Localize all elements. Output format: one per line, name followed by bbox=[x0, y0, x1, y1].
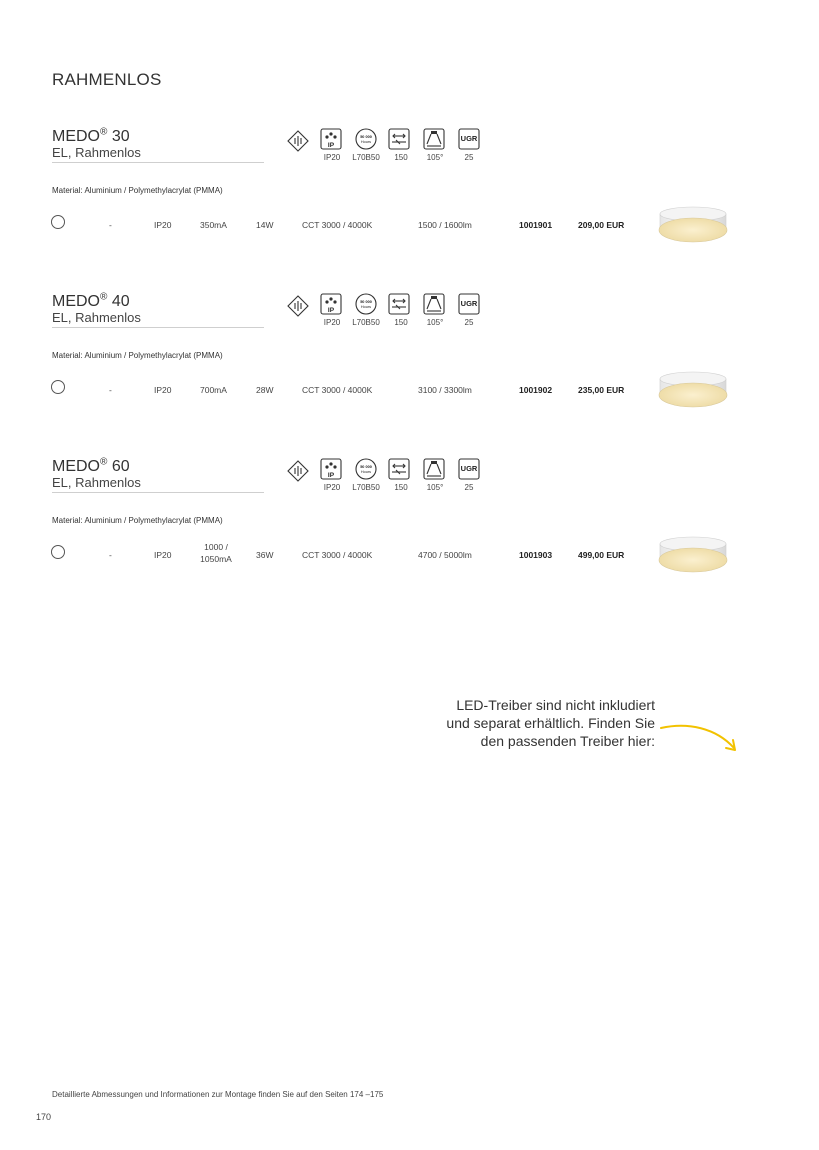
lumen-cell: 3100 / 3300lm bbox=[418, 385, 472, 395]
ip-cell: IP20 bbox=[154, 550, 172, 560]
article-number: 1001903 bbox=[519, 550, 553, 560]
dash-cell: - bbox=[109, 550, 112, 560]
product-image bbox=[652, 530, 734, 576]
product-name: MEDO® 40 bbox=[52, 291, 130, 310]
lifetime-hours-icon bbox=[355, 128, 377, 150]
icon-label: 105° bbox=[426, 483, 444, 492]
driver-note-line-1: LED-Treiber sind nicht inkludiert bbox=[456, 697, 655, 713]
dash-cell: - bbox=[109, 220, 112, 230]
material-text: Material: Aluminium / Polymethylacrylat (PMMA) bbox=[52, 516, 223, 525]
ip-rating-icon bbox=[320, 128, 342, 150]
icon-label: IP20 bbox=[323, 483, 341, 492]
product-subtitle: EL, Rahmenlos bbox=[52, 310, 141, 325]
beam-distance-icon bbox=[388, 128, 410, 150]
lifetime-hours-icon bbox=[355, 293, 377, 315]
icon-label: L70B50 bbox=[352, 483, 380, 492]
ip-cell: IP20 bbox=[154, 220, 172, 230]
current-cell: 700mA bbox=[200, 385, 227, 395]
product-subtitle: EL, Rahmenlos bbox=[52, 145, 141, 160]
lumen-cell: 4700 / 5000lm bbox=[418, 550, 472, 560]
driver-note-line-2: und separat erhältlich. Finden Sie bbox=[446, 715, 655, 731]
page-number: 170 bbox=[36, 1112, 52, 1122]
beam-angle-icon bbox=[423, 458, 445, 480]
product-block bbox=[0, 458, 819, 618]
svg-text:UGR: UGR bbox=[460, 134, 478, 143]
svg-text:UGR: UGR bbox=[460, 299, 478, 308]
product-block bbox=[0, 128, 819, 288]
svg-text:50 000: 50 000 bbox=[360, 300, 372, 304]
icon-label: 25 bbox=[464, 153, 474, 162]
ugr-icon bbox=[458, 128, 480, 150]
article-number: 1001901 bbox=[519, 220, 553, 230]
dash-cell: - bbox=[109, 385, 112, 395]
price: 209,00 EUR bbox=[578, 220, 625, 230]
driver-note bbox=[410, 696, 655, 750]
beam-distance-icon bbox=[388, 458, 410, 480]
beam-distance-icon bbox=[388, 293, 410, 315]
dimmable-diamond-icon bbox=[287, 130, 309, 152]
ip-rating-icon bbox=[320, 458, 342, 480]
svg-text:IP: IP bbox=[327, 307, 335, 314]
icon-label: 105° bbox=[426, 318, 444, 327]
svg-text:50 000: 50 000 bbox=[360, 135, 372, 139]
dimmable-diamond-icon bbox=[287, 460, 309, 482]
article-number: 1001902 bbox=[519, 385, 553, 395]
footnote: Detaillierte Abmessungen und Informationen zur Montage finden Sie auf den Seiten 174 –175 bbox=[52, 1090, 384, 1099]
power-cell: 36W bbox=[256, 550, 274, 560]
ip-cell: IP20 bbox=[154, 385, 172, 395]
icon-label: IP20 bbox=[323, 153, 341, 162]
product-name: MEDO® 60 bbox=[52, 456, 130, 475]
icon-label: L70B50 bbox=[352, 153, 380, 162]
beam-angle-icon bbox=[423, 293, 445, 315]
svg-text:Hours: Hours bbox=[360, 305, 372, 309]
material-text: Material: Aluminium / Polymethylacrylat (PMMA) bbox=[52, 351, 223, 360]
ugr-icon bbox=[458, 458, 480, 480]
select-radio[interactable] bbox=[51, 545, 65, 559]
ugr-icon bbox=[458, 293, 480, 315]
cct-cell: CCT 3000 / 4000K bbox=[302, 220, 373, 230]
svg-text:UGR: UGR bbox=[460, 464, 478, 473]
current-cell: 350mA bbox=[200, 220, 227, 230]
divider bbox=[52, 327, 264, 328]
icon-label: IP20 bbox=[323, 318, 341, 327]
svg-text:IP: IP bbox=[327, 142, 335, 149]
product-block bbox=[0, 293, 819, 453]
power-cell: 28W bbox=[256, 385, 274, 395]
svg-text:Hours: Hours bbox=[360, 140, 372, 144]
svg-text:50 000: 50 000 bbox=[360, 465, 372, 469]
divider bbox=[52, 162, 264, 163]
price: 235,00 EUR bbox=[578, 385, 625, 395]
lumen-cell: 1500 / 1600lm bbox=[418, 220, 472, 230]
dimmable-diamond-icon bbox=[287, 295, 309, 317]
cct-cell: CCT 3000 / 4000K bbox=[302, 550, 373, 560]
cct-cell: CCT 3000 / 4000K bbox=[302, 385, 373, 395]
icon-label: 150 bbox=[394, 483, 408, 492]
svg-text:Hours: Hours bbox=[360, 470, 372, 474]
product-name: MEDO® 30 bbox=[52, 126, 130, 145]
icon-label: 25 bbox=[464, 483, 474, 492]
power-cell: 14W bbox=[256, 220, 274, 230]
price: 499,00 EUR bbox=[578, 550, 625, 560]
ip-rating-icon bbox=[320, 293, 342, 315]
beam-angle-icon bbox=[423, 128, 445, 150]
icon-label: 25 bbox=[464, 318, 474, 327]
product-image bbox=[652, 200, 734, 246]
product-subtitle: EL, Rahmenlos bbox=[52, 475, 141, 490]
icon-label: 150 bbox=[394, 153, 408, 162]
select-radio[interactable] bbox=[51, 215, 65, 229]
material-text: Material: Aluminium / Polymethylacrylat (PMMA) bbox=[52, 186, 223, 195]
section-title: RAHMENLOS bbox=[52, 70, 162, 89]
svg-text:IP: IP bbox=[327, 472, 335, 479]
divider bbox=[52, 492, 264, 493]
select-radio[interactable] bbox=[51, 380, 65, 394]
icon-label: 105° bbox=[426, 153, 444, 162]
current-cell: 1000 / 1050mA bbox=[200, 542, 232, 564]
yellow-arrow-icon[interactable] bbox=[658, 718, 740, 756]
driver-note-line-3: den passenden Treiber hier: bbox=[480, 733, 655, 749]
product-image bbox=[652, 365, 734, 411]
icon-label: 150 bbox=[394, 318, 408, 327]
lifetime-hours-icon bbox=[355, 458, 377, 480]
icon-label: L70B50 bbox=[352, 318, 380, 327]
